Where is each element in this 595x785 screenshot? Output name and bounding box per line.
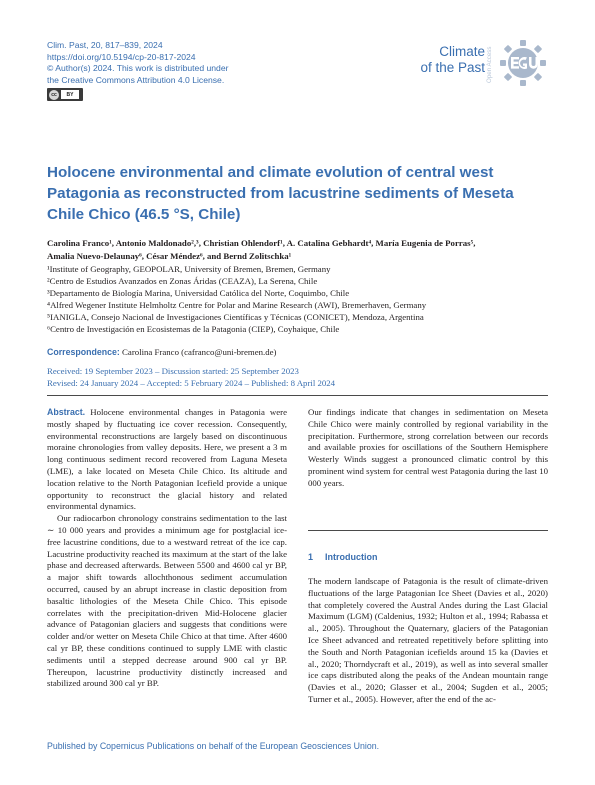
- open-access-label: [484, 42, 494, 84]
- dates-line: Received: 19 September 2023 – Discussion started: 25 September 2023: [47, 366, 299, 376]
- abstract-column: [47, 407, 287, 690]
- affiliation-list: [47, 264, 547, 335]
- abstract-paragraph: Our findings indicate that changes in sedimentation on Meseta Chile Chico were mainly controlled by regional variability in the precipitation. Furthermore, strong correlation between our records and available proxies for oscillations of the Southern Hemisphere Westerly Winds suggest a pronounced climatic control by this prominent wind system for central west Patagonia during the last 10 000 years.: [308, 407, 548, 488]
- open-access-text: Open Access: [486, 46, 493, 83]
- article-metadata: [47, 40, 228, 86]
- abstract-text: Holocene environmental changes in Patagonia were mostly shaped by fluctuating ice cover recession. Consequently, environmental reconstructions are largely based on discontinuous moraine chronologies from valley deposits. Here, we present a 3 m long continuous sediment record recovered from Laguna Meseta (LME), a lake located on Meseta Chile Chico. Its altitude and location relative to the North Patagonian Icefield provide a unique opportunity to reconstruct the glacial history and related environmental dynamics.: [47, 407, 288, 512]
- dates-line: Revised: 24 January 2024 – Accepted: 5 February 2024 – Published: 8 April 2024: [47, 377, 336, 388]
- journal-name-line1: Climate: [439, 44, 485, 59]
- journal-name[interactable]: [420, 44, 485, 76]
- introduction-column: [308, 576, 548, 706]
- abstract-paragraph: [47, 407, 287, 513]
- abstract-paragraph: Our radiocarbon chronology constrains sedimentation to the last ∼ 10 000 years and provides a minimum age for postglacial ice-free lacustrine conditions, due to a westward retreat of the ice cap. Lacustrine productivity reached its maximum at the start of the lake phase and decreased afterwards. Between 5500 and 4600 cal yr BP, a major shift towards allochthonous sediment accumulation occurred, caused by an abrupt increase in clastic deposition from basaltic lithologies of the Meseta Chile Chico. This episode correlates with the precipitation-driven Mid-Holocene glacier advance of Patagonian glaciers and suggests that conditions were colder and/or wetter on Meseta Chile Chico at that time. After 4600 cal yr BP, these conditions continued to supply LME with clastic sediments until a stepped decrease around 900 cal yr BP. Thereupon, lacustrine productivity distinctly increased and stabilized around 300 cal yr BP.: [47, 513, 287, 689]
- egu-logo-icon[interactable]: [497, 40, 549, 86]
- correspondence: [47, 347, 276, 357]
- license-line[interactable]: the Creative Commons Attribution 4.0 License.: [47, 74, 225, 85]
- section-heading: [308, 552, 378, 562]
- affiliation-item: ³Departamento de Biología Marina, Universidad Católica del Norte, Coquimbo, Chile: [47, 287, 350, 298]
- affiliation-item: ⁶Centro de Investigación en Ecosistemas de la Patagonia (CIEP), Coyhaique, Chile: [47, 323, 340, 334]
- cc-by-license-badge[interactable]: [47, 88, 83, 101]
- doi-link[interactable]: https://doi.org/10.5194/cp-20-817-2024: [47, 51, 196, 62]
- author-line: Carolina Franco¹, Antonio Maldonado²,³, Christian Ohlendorf¹, A. Catalina Gebhardt⁴, María Eugenia de Porras⁵,: [47, 238, 476, 248]
- copyright-line: © Author(s) 2024. This work is distributed under: [47, 63, 229, 74]
- affiliation-item: ¹Institute of Geography, GEOPOLAR, University of Bremen, Bremen, Germany: [47, 264, 331, 274]
- affiliation-item: ²Centro de Estudios Avanzados en Zonas Áridas (CEAZA), La Serena, Chile: [47, 275, 318, 286]
- author-line: Amalia Nuevo-Delaunay⁶, César Méndez⁶, and Bernd Zolitschka¹: [47, 250, 292, 261]
- affiliation-item: ⁵IANIGLA, Consejo Nacional de Investigaciones Científicas y Técnicas (CONICET), Mendoza, Argentina: [47, 311, 424, 322]
- publisher-footer: Published by Copernicus Publications on behalf of the European Geosciences Union.: [47, 741, 380, 751]
- section-number: 1: [308, 552, 314, 562]
- introduction-paragraph: The modern landscape of Patagonia is the result of climate-driven fluctuations of the large Patagonian Ice Sheet (Davies et al., 2020) that completely covered the Austral Andes during the Last Glacial Maximum (LGM) (Caldenius, 1932; Hulton et al., 1994; Rabassa et al., 2005). Throughout the Quaternary, glaciers of the Patagonian Ice Sheet advanced and retreated repetitively before splitting into the South and North Patagonian icefields around 15 ka (Davies et al., 2020; Thorndycraft et al., 2019), as well as into several smaller ice caps distributed along the peaks of the Andean mountain range (Davies et al., 2020; Glasser et al., 2004; Sugden et al., 2005; Turner et al., 2005). However, after the end of the ac-: [308, 576, 548, 704]
- abstract-label: Abstract.: [47, 407, 86, 417]
- citation-line: Clim. Past, 20, 817–839, 2024: [47, 40, 163, 50]
- correspondence-label: Correspondence:: [47, 347, 120, 357]
- section-title: Introduction: [325, 552, 378, 562]
- correspondence-email[interactable]: Carolina Franco (cafranco@uni-bremen.de): [122, 347, 277, 357]
- author-list: [47, 237, 547, 262]
- affiliation-item: ⁴Alfred Wegener Institute Helmholtz Centre for Polar and Marine Research (AWI), Bremerhaven, Germany: [47, 299, 427, 310]
- divider: [308, 530, 548, 531]
- divider: [47, 395, 548, 396]
- journal-name-line2: of the Past: [420, 60, 485, 75]
- cc-icon: cc: [49, 90, 59, 100]
- publication-dates: [47, 366, 335, 390]
- by-icon: BY: [61, 90, 79, 99]
- abstract-column-continued: [308, 407, 548, 490]
- article-title: Holocene environmental and climate evolution of central west Patagonia as reconstructed from lacustrine sediments of Meseta Chile Chico (46.5 °S, Chile): [47, 164, 514, 223]
